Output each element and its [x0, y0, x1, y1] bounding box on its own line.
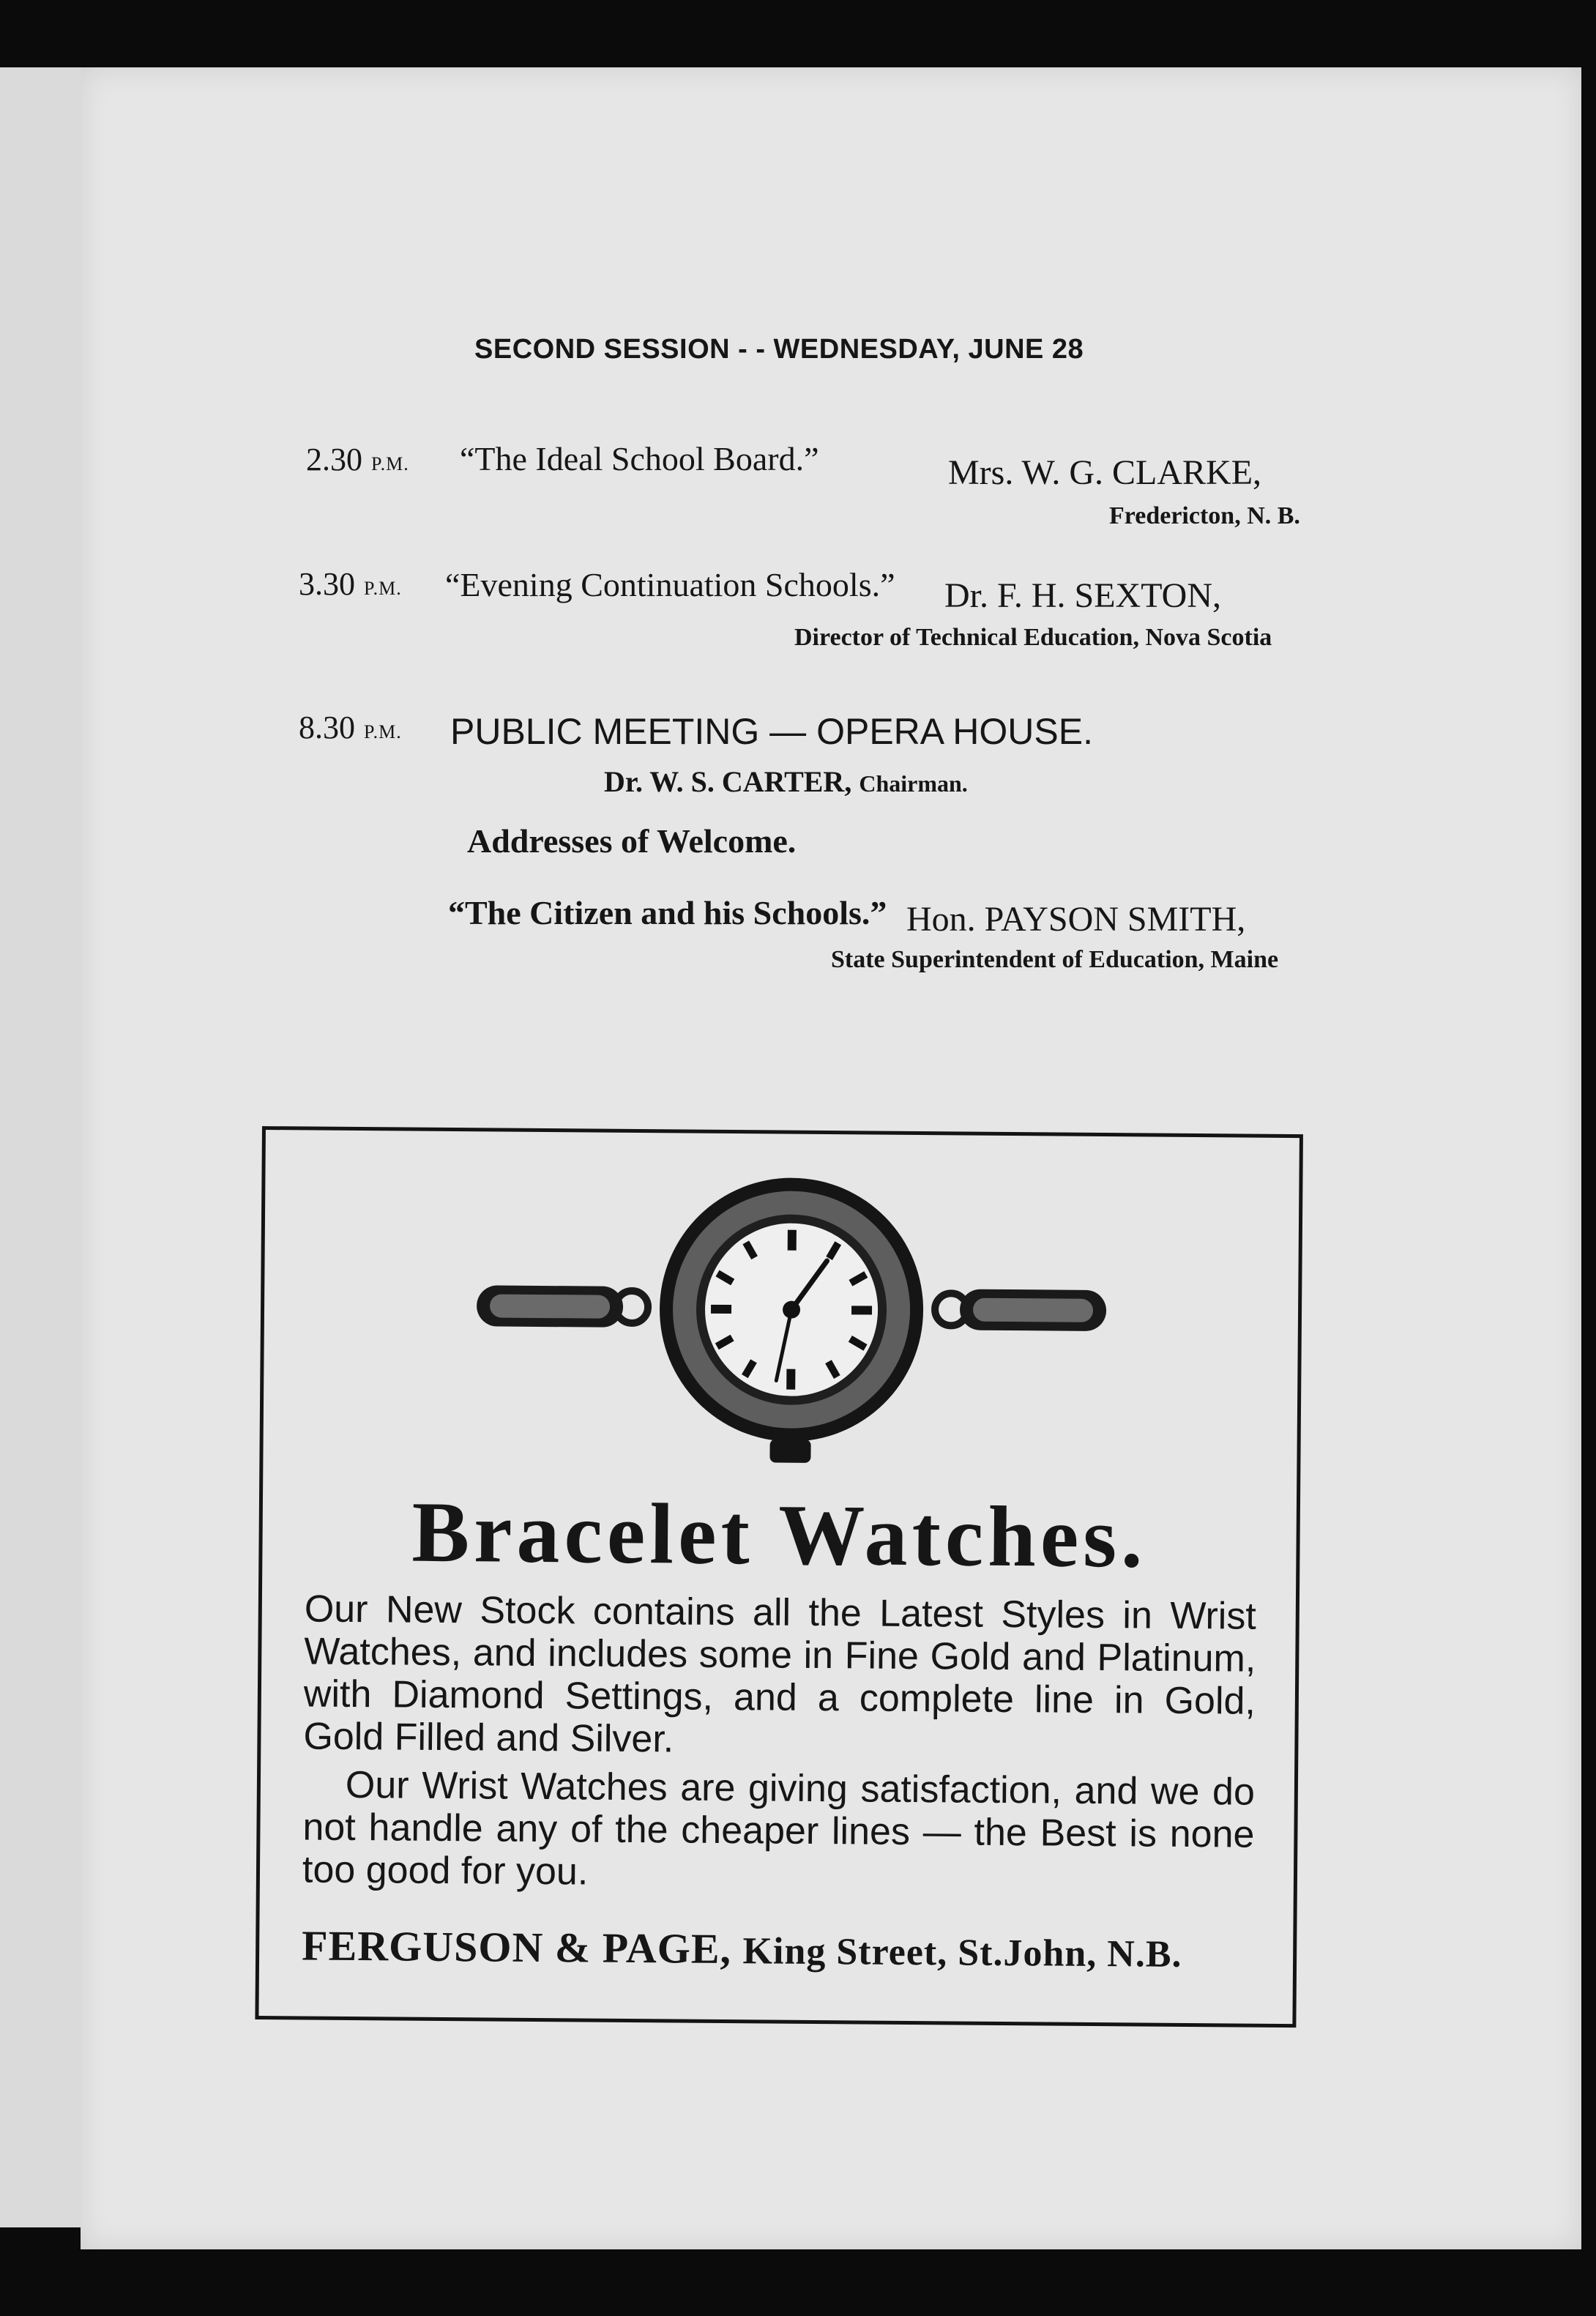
advertisement-paragraph: Our Wrist Watches are giving satisfaction, and we do not handle any of the cheaper lines — the Best is none too good for you.: [302, 1763, 1256, 1894]
item-title: “The Ideal School Board.”: [460, 440, 819, 477]
item-time: 3.30 P.M.: [299, 566, 402, 602]
item-title: “The Citizen and his Schools.”: [448, 894, 887, 931]
public-meeting-title: PUBLIC MEETING — OPERA HOUSE.: [450, 711, 1093, 752]
advertisement-body: [302, 1587, 1256, 1898]
item-speaker: Mrs. W. G. CLARKE,: [948, 453, 1262, 492]
advertisement-box: [255, 1126, 1303, 2028]
item-affiliation: Fredericton, N. B.: [1109, 502, 1300, 529]
item-affiliation: State Superintendent of Education, Maine: [831, 946, 1279, 973]
item-speaker: Dr. F. H. SEXTON,: [944, 576, 1221, 615]
item-title: “Evening Continuation Schools.”: [445, 566, 895, 603]
welcome-addresses: Addresses of Welcome.: [467, 822, 797, 860]
item-time: 8.30 P.M.: [299, 710, 402, 745]
item-time: 2.30 P.M.: [306, 442, 409, 477]
advertisement-title: Bracelet Watches.: [411, 1483, 1148, 1586]
wrist-watch-illustration: [475, 1172, 1107, 1470]
item-affiliation: Director of Technical Education, Nova Scotia: [794, 624, 1272, 651]
advertisement-paragraph: Our New Stock contains all the Latest Styles in Wrist Watches, and includes some in Fine Gold and Platinum, with Diamond Settings, and a complete line in Gold, Gold Filled and Silver.: [303, 1587, 1257, 1761]
firm-address: King Street, St.John, N.B.: [742, 1930, 1182, 1976]
session-heading: SECOND SESSION - - WEDNESDAY, JUNE 28: [474, 334, 1084, 365]
item-speaker: Hon. PAYSON SMITH,: [906, 900, 1246, 939]
firm-name: FERGUSON & PAGE,: [301, 1921, 732, 1973]
advertisement-footer: [302, 1921, 1253, 1977]
chairman-line: Dr. W. S. CARTER, Chairman.: [604, 765, 968, 798]
